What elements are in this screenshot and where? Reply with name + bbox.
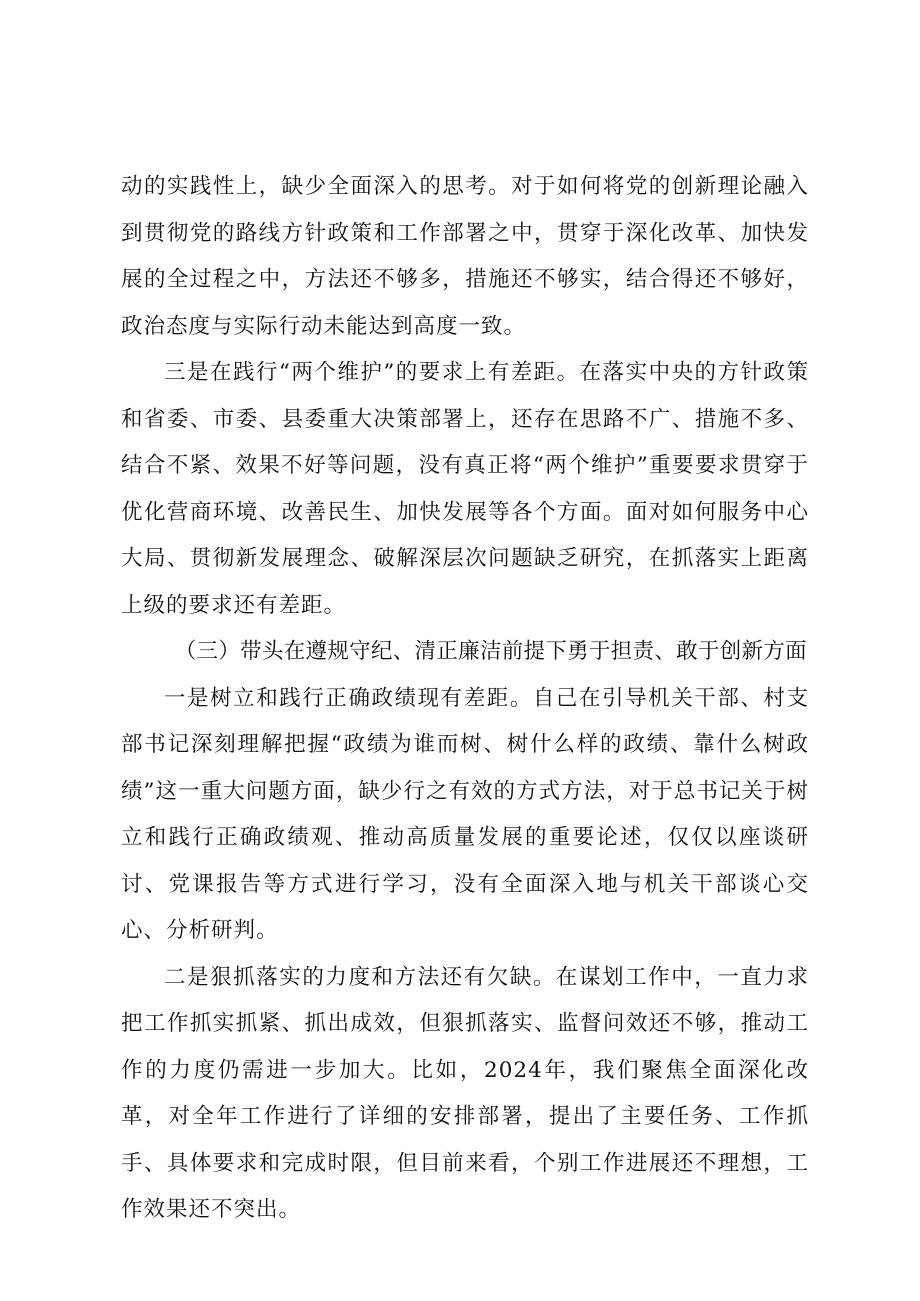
paragraph-implementation: 二是狠抓落实的力度和方法还有欠缺。在谋划工作中，一直力求把工作抓实抓紧、抓出成效，但狠抓落实、监督问效还不够，推动工作的力度仍需进一步加大。比如，2024年，我们聚焦全面深化改革，对全年工作进行了详细的安排部署，提出了主要任务、工作抓手、具体要求和完成时限，但目前来看，个别工作进展还不理想，工作效果还不突出。 [121, 964, 809, 1222]
section-heading-3: （三）带头在遵规守纪、清正廉洁前提下勇于担责、敢于创新方面 [174, 639, 807, 664]
paragraph-performance-view: 一是树立和践行正确政绩现有差距。自己在引导机关干部、村支部书记深刻理解把握“政绩为谁而树、树什么样的政绩、靠什么树政绩”这一重大问题方面，缺少行之有效的方式方法，对于总书记关于树立和践行正确政绩观、推动高质量发展的重要论述，仅仅以座谈研讨、党课报告等方式进行学习，没有全面深入地与机关干部谈心交心、分析研判。 [121, 685, 809, 943]
paragraph-two-safeguards: 三是在践行“两个维护”的要求上有差距。在落实中央的方针政策和省委、市委、县委重大决策部署上，还存在思路不广、措施不多、结合不紧、效果不好等问题，没有真正将“两个维护”重要要求贯穿于优化营商环境、改善民生、加快发展等各个方面。面对如何服务中心大局、贯彻新发展理念、破解深层次问题缺乏研究，在抓落实上距离上级的要求还有差距。 [121, 360, 809, 618]
paragraph-continuation: 动的实践性上，缺少全面深入的思考。对于如何将党的创新理论融入到贯彻党的路线方针政策和工作部署之中，贯穿于深化改革、加快发展的全过程之中，方法还不够多，措施还不够实，结合得还不够好，政治态度与实际行动未能达到高度一致。 [121, 174, 809, 339]
document-body [121, 164, 809, 1234]
